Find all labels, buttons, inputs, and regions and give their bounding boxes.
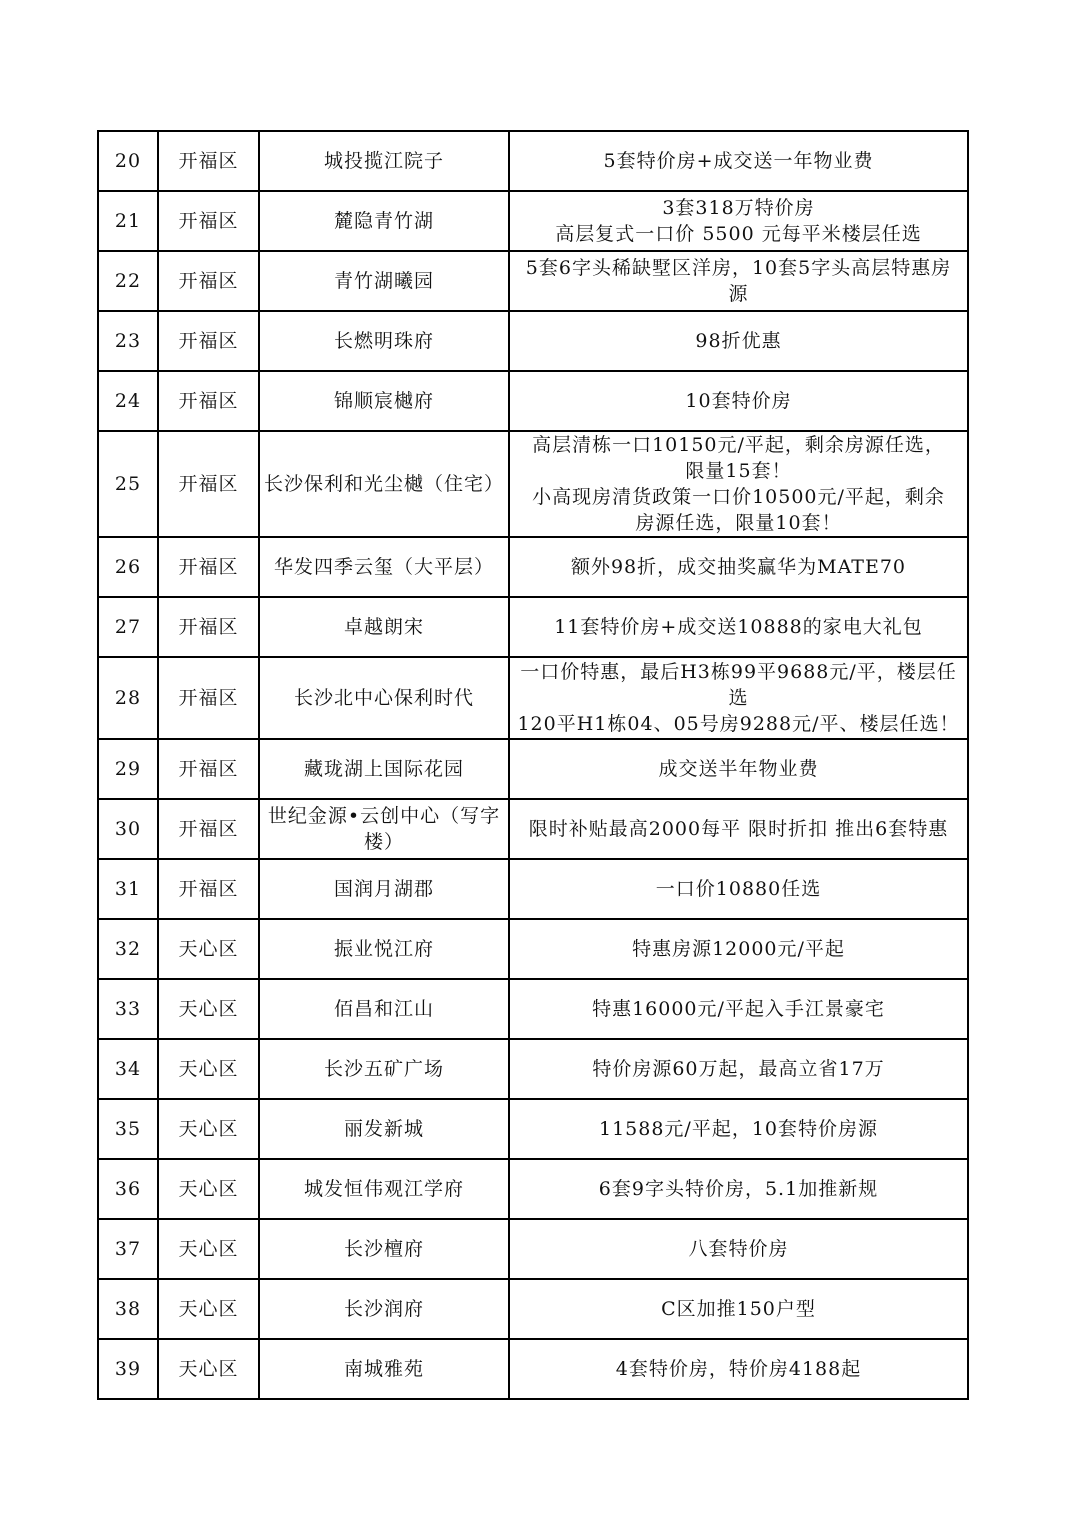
district-cell: 天心区 [158,1339,259,1399]
table-row [98,1219,968,1279]
table-row [98,597,968,657]
project-name-cell: 长沙五矿广场 [259,1039,509,1099]
promotion-cell [509,597,968,657]
district-cell: 天心区 [158,1219,259,1279]
promotion-cell [509,799,968,859]
row-number-cell: 29 [98,739,158,799]
row-number-cell: 34 [98,1039,158,1099]
project-name-cell: 长沙檀府 [259,1219,509,1279]
table-row [98,1039,968,1099]
row-number-cell: 37 [98,1219,158,1279]
promotion-line: 3套318万特价房 [662,197,815,219]
table-row [98,1279,968,1339]
row-number-cell: 22 [98,251,158,311]
table-row [98,979,968,1039]
promotion-cell [509,1219,968,1279]
promotion-line: 限时补贴最高2000每平 限时折扣 推出6套特惠 [528,818,949,840]
row-number-cell: 25 [98,431,158,537]
district-cell: 开福区 [158,799,259,859]
row-number-cell: 35 [98,1099,158,1159]
district-cell: 天心区 [158,919,259,979]
promotion-line: 限量15套！ [685,460,792,482]
district-cell: 开福区 [158,537,259,597]
table-row [98,1099,968,1159]
promotion-line: 特惠16000元/平起入手江景豪宅 [592,998,885,1020]
promotion-cell [509,131,968,191]
table-row [98,191,968,251]
promotion-cell [509,1339,968,1399]
project-name-cell: 长沙北中心保利时代 [259,657,509,739]
project-name-cell: 卓越朗宋 [259,597,509,657]
district-cell: 开福区 [158,739,259,799]
table-row [98,537,968,597]
district-cell: 天心区 [158,1279,259,1339]
promotion-line: 10套特价房 [685,390,792,412]
row-number-cell: 28 [98,657,158,739]
promotion-line: 98折优惠 [695,330,782,352]
promotion-line: 特价房源60万起，最高立省17万 [592,1058,885,1080]
promotion-line: 5套特价房+成交送一年物业费 [603,150,874,172]
row-number-cell: 36 [98,1159,158,1219]
table-row [98,131,968,191]
promotion-cell [509,1099,968,1159]
promotion-cell [509,979,968,1039]
promotion-line: 选 [728,687,749,709]
table-row [98,311,968,371]
row-number-cell: 23 [98,311,158,371]
district-cell: 天心区 [158,1099,259,1159]
project-name-cell: 世纪金源•云创中心（写字楼） [259,799,509,859]
project-name-cell: 青竹湖曦园 [259,251,509,311]
row-number-cell: 31 [98,859,158,919]
district-cell: 开福区 [158,431,259,537]
table-row [98,371,968,431]
promotion-line: 高层复式一口价 5500 元每平米楼层任选 [555,223,922,245]
district-cell: 开福区 [158,311,259,371]
table-row [98,251,968,311]
promotion-cell [509,1039,968,1099]
project-name-cell: 长沙保利和光尘樾（住宅） [259,431,509,537]
promotion-cell [509,657,968,739]
promotion-line: 八套特价房 [688,1238,789,1260]
project-name-cell: 南城雅苑 [259,1339,509,1399]
project-name-cell: 麓隐青竹湖 [259,191,509,251]
district-cell: 天心区 [158,979,259,1039]
promotion-line: 5套6字头稀缺墅区洋房，10套5字头高层特惠房 [525,257,952,279]
table-row [98,657,968,739]
row-number-cell: 27 [98,597,158,657]
district-cell: 天心区 [158,1159,259,1219]
district-cell: 开福区 [158,131,259,191]
district-cell: 开福区 [158,191,259,251]
promotion-line: C区加推150户型 [661,1298,816,1320]
promotion-line: 6套9字头特价房，5.1加推新规 [598,1178,879,1200]
promotion-cell [509,537,968,597]
table-row [98,919,968,979]
district-cell: 开福区 [158,251,259,311]
promotion-line: 房源任选，限量10套！ [635,512,842,534]
table-row [98,1339,968,1399]
promotion-cell [509,191,968,251]
promotion-line: 120平H1栋04、05号房9288元/平、楼层任选！ [517,713,960,735]
row-number-cell: 38 [98,1279,158,1339]
district-cell: 开福区 [158,657,259,739]
project-name-cell: 锦顺宸樾府 [259,371,509,431]
table-row [98,859,968,919]
table-row [98,1159,968,1219]
promotion-line: 额外98折，成交抽奖赢华为MATE70 [570,556,907,578]
table-row [98,431,968,537]
promotion-line: 一口价10880任选 [655,878,822,900]
promotion-line: 特惠房源12000元/平起 [632,938,845,960]
district-cell: 天心区 [158,1039,259,1099]
project-name-cell: 藏珑湖上国际花园 [259,739,509,799]
district-cell: 开福区 [158,597,259,657]
district-cell: 开福区 [158,371,259,431]
row-number-cell: 26 [98,537,158,597]
promotion-cell [509,371,968,431]
promotion-cell [509,311,968,371]
promotion-line: 小高现房清货政策一口价10500元/平起，剩余 [532,486,945,508]
project-name-cell: 长燃明珠府 [259,311,509,371]
promotion-cell [509,431,968,537]
promotion-line: 4套特价房，特价房4188起 [615,1358,862,1380]
table-row [98,739,968,799]
promotion-line: 一口价特惠，最后H3栋99平9688元/平，楼层任 [520,661,957,683]
promotion-line: 源 [728,283,749,305]
housing-promotion-table [97,130,969,1400]
row-number-cell: 21 [98,191,158,251]
promotion-line: 高层清栋一口10150元/平起，剩余房源任选， [532,434,945,456]
row-number-cell: 33 [98,979,158,1039]
project-name-cell: 振业悦江府 [259,919,509,979]
project-name-cell: 城投揽江院子 [259,131,509,191]
row-number-cell: 20 [98,131,158,191]
row-number-cell: 39 [98,1339,158,1399]
table-body [98,131,968,1399]
promotion-line: 成交送半年物业费 [658,758,819,780]
row-number-cell: 24 [98,371,158,431]
district-cell: 开福区 [158,859,259,919]
project-name-cell: 丽发新城 [259,1099,509,1159]
promotion-cell [509,1159,968,1219]
project-name-cell: 长沙润府 [259,1279,509,1339]
project-name-cell: 佰昌和江山 [259,979,509,1039]
promotion-cell [509,739,968,799]
project-name-cell: 城发恒伟观江学府 [259,1159,509,1219]
promotion-cell [509,1279,968,1339]
promotion-cell [509,919,968,979]
row-number-cell: 32 [98,919,158,979]
row-number-cell: 30 [98,799,158,859]
project-name-cell: 国润月湖郡 [259,859,509,919]
table-row [98,799,968,859]
promotion-cell [509,859,968,919]
promotion-cell [509,251,968,311]
promotion-line: 11套特价房+成交送10888的家电大礼包 [554,616,923,638]
promotion-line: 11588元/平起，10套特价房源 [598,1118,879,1140]
project-name-cell: 华发四季云玺（大平层） [259,537,509,597]
